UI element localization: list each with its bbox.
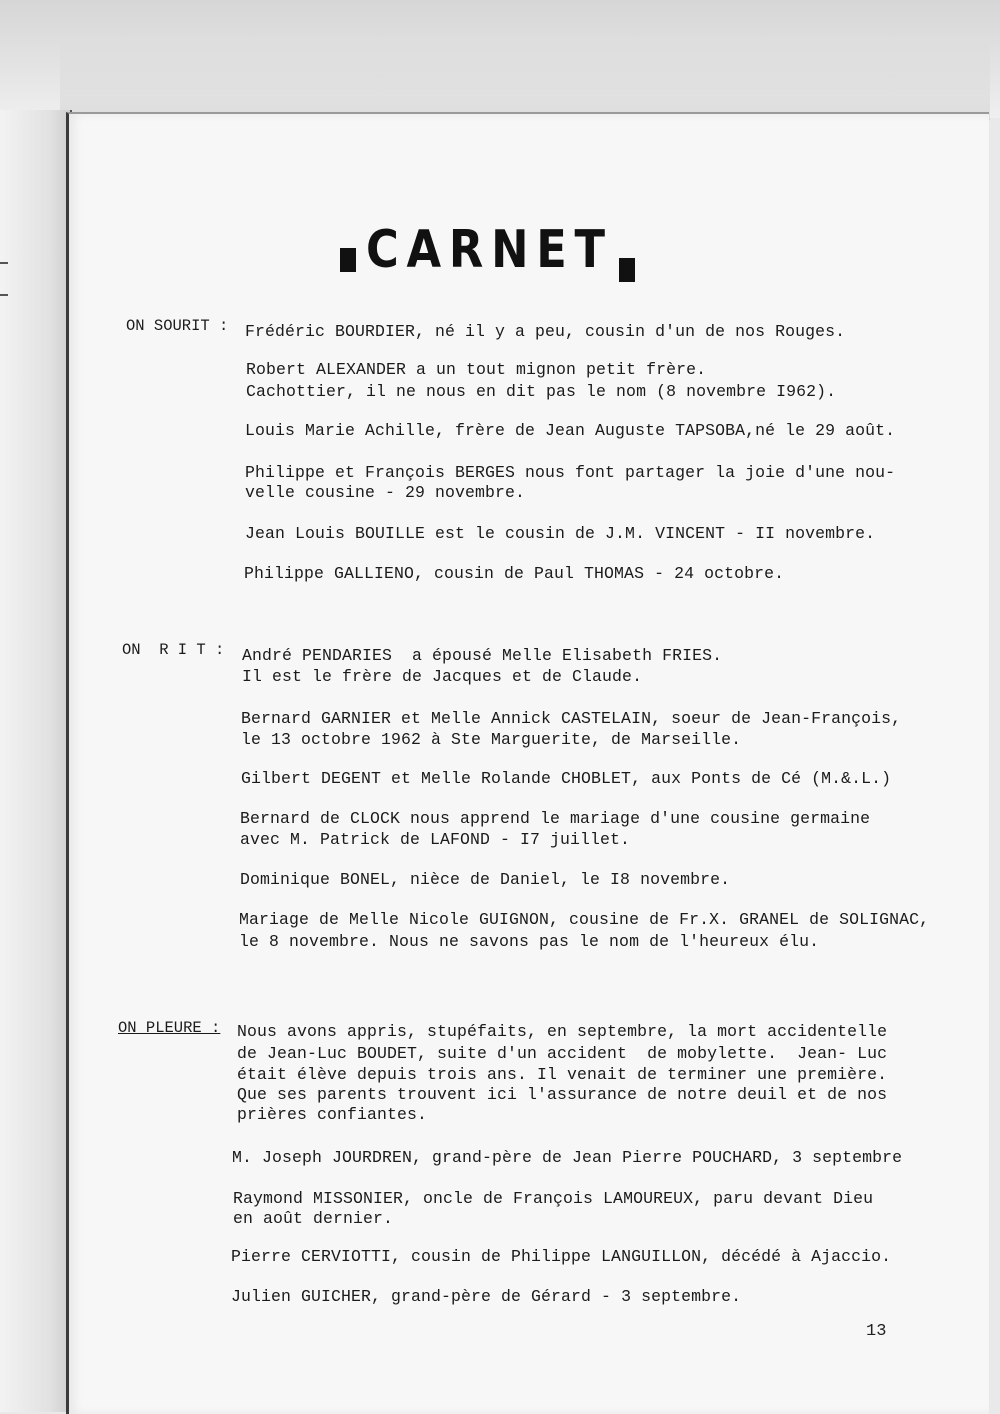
- entry-line: Frédéric BOURDIER, né il y a peu, cousin d'un de nos Rouges.: [245, 322, 846, 341]
- entry-line: de Jean-Luc BOUDET, suite d'un accident de mobylette. Jean- Luc: [237, 1044, 888, 1063]
- entry-line: Bernard GARNIER et Melle Annick CASTELAIN, soeur de Jean-François,: [241, 709, 902, 728]
- entry-line: M. Joseph JOURDREN, grand-père de Jean Pierre POUCHARD, 3 septembre: [232, 1148, 903, 1167]
- entry-line: Nous avons appris, stupéfaits, en septembre, la mort accidentelle: [237, 1022, 888, 1041]
- previous-page-edge: [0, 110, 72, 1412]
- section-label-on-sourit: ON SOURIT :: [126, 317, 229, 335]
- title-text: CARNET: [366, 220, 613, 280]
- entry-line: Louis Marie Achille, frère de Jean Auguste TAPSOBA,né le 29 août.: [245, 421, 896, 440]
- entry-line: le 8 novembre. Nous ne savons pas le nom de l'heureux élu.: [239, 932, 820, 951]
- bullet-square-icon: [619, 258, 635, 282]
- entry-line: Gilbert DEGENT et Melle Rolande CHOBLET, aux Ponts de Cé (M.&.L.): [241, 769, 892, 788]
- entry-line: Que ses parents trouvent ici l'assurance de notre deuil et de nos: [237, 1085, 888, 1104]
- entry-line: prières confiantes.: [237, 1105, 428, 1124]
- entry-line: Mariage de Melle Nicole GUIGNON, cousine de Fr.X. GRANEL de SOLIGNAC,: [239, 910, 930, 929]
- entry-line: le 13 octobre 1962 à Ste Marguerite, de Marseille.: [241, 730, 742, 749]
- entry-line: Philippe et François BERGES nous font partager la joie d'une nou-: [245, 463, 896, 482]
- entry-line: avec M. Patrick de LAFOND - I7 juillet.: [240, 830, 631, 849]
- section-label-on-pleure: ON PLEURE :: [118, 1019, 221, 1037]
- page-number: 13: [866, 1322, 887, 1341]
- entry-line: velle cousine - 29 novembre.: [245, 483, 526, 502]
- bullet-square-icon: [340, 248, 356, 272]
- margin-mark: [0, 294, 8, 296]
- entry-line: André PENDARIES a épousé Melle Elisabeth FRIES.: [242, 646, 723, 665]
- margin-mark: [0, 262, 8, 264]
- entry-line: Dominique BONEL, nièce de Daniel, le I8 novembre.: [240, 870, 731, 889]
- entry-line: Bernard de CLOCK nous apprend le mariage d'une cousine germaine: [240, 809, 871, 828]
- entry-line: Il est le frère de Jacques et de Claude.: [242, 667, 643, 686]
- document-page: [66, 112, 989, 1414]
- entry-line: Cachottier, il ne nous en dit pas le nom (8 novembre I962).: [246, 382, 837, 401]
- page-shadow: [60, 40, 990, 120]
- entry-line: Julien GUICHER, grand-père de Gérard - 3 septembre.: [231, 1287, 742, 1306]
- entry-line: était élève depuis trois ans. Il venait de terminer une première.: [237, 1065, 888, 1084]
- page-title: [340, 196, 635, 280]
- entry-line: Philippe GALLIENO, cousin de Paul THOMAS - 24 octobre.: [244, 564, 785, 583]
- entry-line: Jean Louis BOUILLE est le cousin de J.M. VINCENT - II novembre.: [245, 524, 876, 543]
- entry-line: Pierre CERVIOTTI, cousin de Philippe LANGUILLON, décédé à Ajaccio.: [231, 1247, 892, 1266]
- section-label-on-rit: ON R I T :: [122, 641, 225, 659]
- entry-line: Raymond MISSONIER, oncle de François LAMOUREUX, paru devant Dieu: [233, 1189, 874, 1208]
- entry-line: en août dernier.: [233, 1209, 394, 1228]
- entry-line: Robert ALEXANDER a un tout mignon petit frère.: [246, 360, 707, 379]
